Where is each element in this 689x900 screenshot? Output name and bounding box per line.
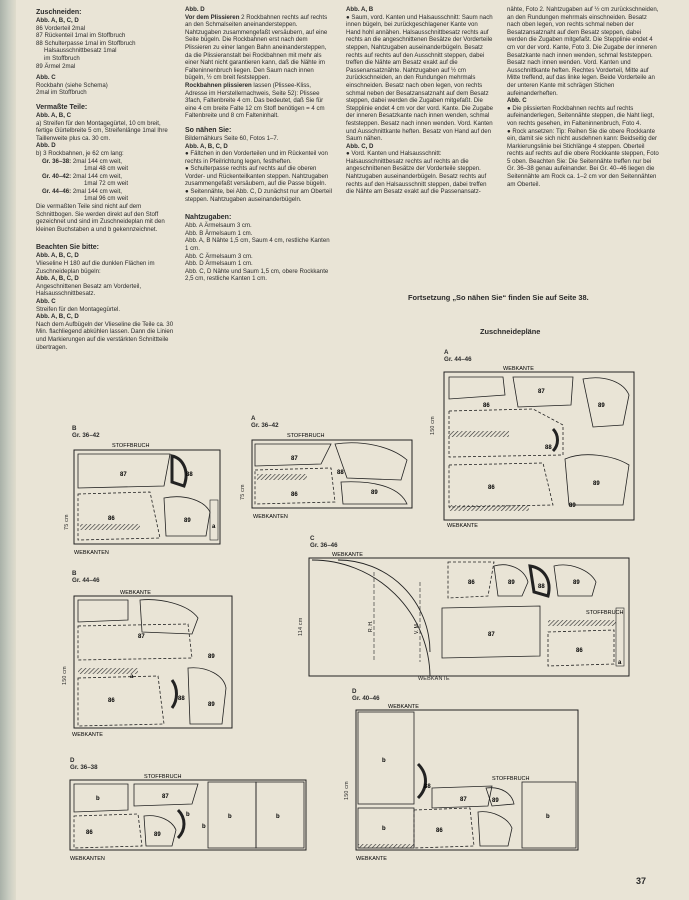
part-line: 2mal im Stoffbruch: [36, 89, 87, 97]
dimension-label: 75 cm: [240, 484, 246, 500]
dimension-label: 150 cm: [430, 416, 436, 435]
part-line: Rockbahn (siehe Schema): [36, 81, 108, 89]
paragraph: Streifen für den Montagegürtel.: [36, 305, 121, 313]
paragraph: Vlieseline H 180 auf die dunklen Flächen im Zuschneideplan bügeln:: [36, 260, 155, 275]
piece-number: b: [546, 814, 550, 820]
piece-number: 87: [291, 456, 298, 462]
label-abb: Abb. A, B, C, D: [185, 142, 228, 150]
label-abb: Abb. A, B, C, D: [36, 275, 79, 283]
part-line: 89 Ärmel 2mal: [36, 62, 76, 70]
label-abb: Abb. D: [36, 142, 56, 150]
bullet: ● Die plissierten Rockbahnen rechts auf rechts aufeinanderlegen, Seitennähte steppen, die Naht liegt, von rechts gesehen, im Falteninnenbruch, Foto 4.: [507, 104, 655, 127]
diagram-d-large-label: D Gr. 40–46: [352, 688, 380, 702]
piece-number: 86: [108, 698, 115, 704]
piece-number: b: [276, 814, 280, 820]
piece-number: 89: [573, 580, 580, 586]
piece-number: 89: [371, 490, 378, 496]
piece-number: 87: [538, 389, 545, 395]
bullet: ● Saum, vord. Kanten und Halsausschnitt: Saum nach innen bügeln, bei zurückgeschlagener Kante von Hand hohl annähen. Halsausschnittbesatz rechts auf rechts an die angeschnittenen Besätze der Vorderteile steppen, Nahtzugaben auseinanderbügeln. Besatz rechts auf rechts auf den Ausschnitt steppen, dabei treffen die Nähte am Besatz exakt auf die Passenansatznähte. Nahtzugaben auf ½ cm zurückschneiden, an den Rundungen mehrmals einschneiden. Besatz nach oben legen, von rechts schmal neben der Besatzansatznaht auf dem Besatz steppen, dabei werden die Zugaben mitgefaßt. Die Stepplinie endet 4 cm vor der vord. Kante. Die Zugabe der inneren Besatzkante nach innen wenden, schmal feststeppen. Besatz nach innen wenden. Vord. Kanten und Ausschnittkante heften. Besatz von Hand auf den Saum nähen.: [346, 13, 494, 143]
column-pleating: [185, 6, 333, 283]
heading-nahtzugaben: Nahtzugaben:: [185, 214, 232, 222]
piece-number: 88: [186, 472, 193, 478]
piece-number: b: [228, 814, 232, 820]
label-abb: Abb. A, B, C, D: [36, 252, 79, 260]
piece-number: b: [382, 758, 386, 764]
grain-label: V. M.: [414, 622, 420, 634]
cutting-plan-c: [308, 552, 630, 682]
piece-number: 87: [120, 472, 127, 478]
plans-heading: Zuschneidepläne: [480, 327, 541, 336]
paragraph: Angeschnittenen Besatz am Vorderteil, Halsausschnittbesatz.: [36, 282, 142, 298]
piece-number: 89: [154, 832, 161, 838]
piece-number: 88: [337, 470, 344, 476]
fold-label: STOFFBRUCH: [112, 443, 150, 449]
diagram-a-small-label: A Gr. 36–42: [251, 415, 279, 429]
label-abb: Abb. C, D: [346, 142, 374, 150]
column-finishing: [346, 6, 494, 196]
piece-number: b: [186, 812, 190, 818]
piece-number: 89: [593, 481, 600, 487]
piece-number: b: [96, 796, 100, 802]
diagram-c-label: C Gr. 36–46: [310, 535, 338, 549]
heading-vermasste: Vermaßte Teile:: [36, 103, 88, 111]
paragraph: a) Streifen für den Montagegürtel, 10 cm breit, fertige Gürtelbreite 5 cm, Streifenlänge 1mal Ihre Taillenweite plus ca. 30 cm.: [36, 119, 168, 142]
paragraph: Abb. D Ärmelsaum 1 cm.: [185, 260, 253, 268]
piece-number: 87: [162, 794, 169, 800]
selvage-label: WEBKANTEN: [253, 514, 288, 520]
bullet: ● Schulterpasse rechts auf rechts auf die oberen Vorder- und Rückenteilkanten steppen. Nahtzugaben zusammengefaßt versäubern, auf die Passe bügeln.: [185, 165, 329, 188]
paragraph: Bildernähkurs Seite 60, Fotos 1–7.: [185, 134, 279, 142]
fold-label: STOFFBRUCH: [492, 776, 530, 782]
cutting-plan-b-small: [60, 440, 222, 560]
size-line: Gr. 40–42: 2mal 144 cm weit,: [42, 172, 122, 180]
fold-label: STOFFBRUCH: [144, 774, 182, 780]
label-abb: Abb. A, B, C: [36, 111, 71, 119]
label-abb: Abb. C: [507, 97, 527, 105]
piece-number: 86: [436, 828, 443, 834]
paragraph: Abb. B Ärmelsaum 1 cm.: [185, 229, 253, 237]
piece-number: 89: [184, 518, 191, 524]
size-line: 1mal 48 cm weit: [84, 165, 129, 173]
piece-number: b: [202, 824, 206, 830]
piece-number: 88: [178, 696, 185, 702]
piece-number: a: [618, 660, 622, 666]
piece-number: 86: [86, 830, 93, 836]
piece-number: 89: [569, 503, 576, 509]
plan-b-small-svg: [60, 440, 222, 560]
part-line: Halsausschnittbesatz 1mal: [44, 47, 117, 55]
piece-number: 87: [138, 634, 145, 640]
paragraph: Die vermaßten Teile sind nicht auf dem Schnittbogen. Sie werden direkt auf den Stoff gezeichnet und sind im Zuschneideplan mit den kleinen Buchstaben a und b gekennzeichnet.: [36, 203, 165, 233]
piece-number: 89: [598, 403, 605, 409]
paragraph: Abb. C, D Nähte und Saum 1,5 cm, obere Rockkante 2,5 cm, restliche Kanten 1 cm.: [185, 267, 329, 283]
plan-b-large-svg: [68, 588, 234, 738]
selvage-label: WEBKANTEN: [70, 856, 105, 862]
piece-number: 87: [460, 797, 467, 803]
plan-d-large-svg: [352, 702, 580, 862]
label-abb: Abb. A, B, C, D: [36, 313, 79, 321]
plan-a-large-svg: [443, 365, 635, 529]
cutting-plan-a-small: [251, 430, 413, 520]
column-skirt: [507, 6, 659, 188]
diagram-b-large-label: B Gr. 44–46: [72, 570, 100, 584]
label-abb: Abb. C: [36, 298, 56, 305]
piece-number: 88: [424, 784, 431, 790]
selvage-label: WEBKANTE: [120, 590, 151, 596]
piece-number: 87: [488, 632, 495, 638]
piece-number: b: [382, 826, 386, 832]
piece-number: 86: [291, 492, 298, 498]
piece-number: 86: [108, 516, 115, 522]
paragraph: Nach dem Aufbügeln der Vlieseline die Teile ca. 30 Min. flachliegend abkühlen lassen. Dann die Linien und Markierungen auf die verstärkten Schnittteile übertragen.: [36, 320, 174, 351]
piece-number: 88: [545, 445, 552, 451]
bullet: ● Vord. Kanten und Halsausschnitt: Halsausschnittbesatz rechts auf rechts an die angeschnittenen Besätze der Vorderteile steppen. Nahtzugaben auseinanderbügeln. Besatz rechts auf rechts auf den Halsausschnitt steppen, dabei treffen die Nähte am Besatz exakt auf die Passenansatz-: [346, 150, 487, 196]
paragraph: Rockbahnen plissieren lassen (Plissee-Kliss, Adresse im Herstellernachweis, Seite 52): Plissee 3fach, Faltenbreite 4 cm. Das bedeutet, daß Sie für eine 4 cm breite Falte 12 cm Stoff benötigen = 4 cm Faltenbreite und 8 cm Falteninhalt.: [185, 81, 325, 120]
selvage-label: WEBKANTE: [503, 366, 534, 372]
part-line: 88 Schulterpasse 1mal im Stoffbruch: [36, 39, 136, 47]
heading-so-naehen: So nähen Sie:: [185, 126, 232, 134]
part-line: 87 Rückenteil 1mal im Stoffbruch: [36, 32, 126, 40]
page-binding: [0, 0, 16, 900]
label-abb: Abb. D: [185, 6, 205, 13]
paragraph: b) 3 Rockbahnen, je 62 cm lang:: [36, 149, 124, 157]
diagram-a-label: A Gr. 44–46: [444, 349, 472, 363]
cutting-plan-b-large: [68, 588, 234, 738]
paragraph: Vor dem Plissieren 2 Rockbahnen rechts auf rechts an den Schmalseiten aneinandersteppen. Nahtzugaben zusammengefaßt versäubern, auf eine Seite bügeln. Die Rockbahnen erst nach dem Plissieren zu einer langen Bahn aneinandersteppen, da die Plissieranstalt bei Rockbahnen mit mehr als einer Naht nicht garantieren kann, daß die Nähte im Falteninnenbruch liegen. Den Saum nach innen bügeln, ½ cm breit feststeppen.: [185, 13, 328, 82]
column-cutting: [36, 6, 174, 351]
selvage-label: WEBKANTE: [72, 732, 103, 738]
paragraph: nähte, Foto 2. Nahtzugaben auf ½ cm zurückschneiden, an den Rundungen mehrmals einschneiden. Besatz nach oben legen, von rechts schmal neben der Besatzansatznaht auf dem Besatz steppen, dabei werden die Zugaben mitgefaßt. Die Stepplinie endet 4 cm vor der vord. Kante, Foto 3. Die Zugabe der inneren Besatzkante nach innen wenden, schmal feststeppen. Besatz nach innen wenden. Vord. Kanten und Ausschnittkante heften. Rechtes Vorderteil, Mitte auf Mitte treffend, auf das linke legen. Beide Vorderteile an der unteren Kante mit schrägen Stichen aufeinanderheften.: [507, 6, 659, 97]
dimension-label: 150 cm: [62, 666, 68, 685]
diagram-d-small-label: D Gr. 36–38: [70, 757, 98, 771]
label-abb: Abb. A, B: [346, 6, 374, 13]
size-line: Gr. 36–38: 2mal 144 cm weit,: [42, 157, 122, 165]
plan-d-small-svg: [68, 772, 308, 862]
piece-number: 86: [576, 648, 583, 654]
bullet: ● Rock ansetzen: Tip: Reihen Sie die obere Rockkante ein, damit sie sich nicht ausdehnen kann: Beidseitig der Markierungslinie bei Stichlänge 4 steppen. Oberteil rechts auf rechts auf die obere Rockkante steppen, Foto 5 oben. Beachten Sie: Die Seitennähte treffen nur bei Gr. 36–38 genau aufeinander. Bei Gr. 40–46 liegen die Seitennähte am Rock ca. 1–2 cm vor den Seitennähten am Oberteil.: [507, 127, 659, 188]
piece-number: a: [130, 674, 134, 680]
cutting-plan-a-large: [443, 365, 635, 529]
grain-label: R. H.: [368, 620, 374, 632]
selvage-label: WEBKANTE: [418, 676, 450, 682]
diagram-b-small-label: B Gr. 36–42: [72, 425, 100, 439]
dimension-label: 75 cm: [64, 514, 70, 530]
selvage-label: WEBKANTE: [356, 856, 387, 862]
label-abb: Abb. A, B, C, D: [36, 17, 79, 24]
piece-number: 89: [492, 798, 499, 804]
size-line: 1mal 72 cm weit: [84, 180, 129, 188]
piece-number: 89: [508, 580, 515, 586]
cutting-plan-d-small: [68, 772, 308, 862]
fold-label: STOFFBRUCH: [287, 433, 325, 439]
dimension-label: 114 cm: [298, 617, 304, 636]
size-line: Gr. 44–46: 2mal 144 cm weit,: [42, 187, 122, 195]
piece-number: 89: [208, 654, 215, 660]
dimension-label: 150 cm: [344, 781, 350, 800]
selvage-label: WEBKANTEN: [74, 550, 109, 556]
cutting-plan-d-large: [352, 702, 580, 862]
heading-zuschneiden: Zuschneiden:: [36, 9, 82, 16]
label-abb: Abb. C: [36, 74, 56, 82]
continuation-note: Fortsetzung „So nähen Sie“ finden Sie auf Seite 38.: [408, 293, 589, 302]
heading-beachten: Beachten Sie bitte:: [36, 244, 100, 252]
size-line: 1mal 96 cm weit: [84, 195, 129, 203]
plan-c-svg: [308, 552, 630, 682]
paragraph: Abb. C Ärmelsaum 3 cm.: [185, 252, 253, 260]
part-line: 86 Vorderteil 2mal: [36, 24, 86, 32]
piece-number: 86: [468, 580, 475, 586]
plan-a-small-svg: [251, 430, 413, 520]
part-line: im Stoffbruch: [44, 54, 80, 62]
piece-number: 86: [488, 485, 495, 491]
paragraph: Abb. A, B Nähte 1,5 cm, Saum 4 cm, restliche Kanten 1 cm.: [185, 237, 330, 253]
selvage-label: WEBKANTE: [332, 552, 363, 558]
bullet: ● Fältchen in den Vorderteilen und im Rückenteil von rechts in Pfeilrichtung legen, festheften.: [185, 150, 328, 165]
piece-number: 86: [483, 403, 490, 409]
piece-number: 88: [538, 584, 545, 590]
selvage-label: WEBKANTE: [447, 523, 478, 529]
piece-number: 89: [208, 702, 215, 708]
page-number: 37: [636, 876, 647, 886]
paragraph: Abb. A Ärmelsaum 3 cm.: [185, 222, 252, 230]
fold-label: STOFFBRUCH: [586, 610, 624, 616]
piece-number: a: [212, 524, 216, 530]
selvage-label: WEBKANTE: [388, 704, 419, 710]
bullet: ● Seitennähte, bei Abb. C, D zunächst nur am Oberteil steppen. Nahtzugaben auseinanderbügeln.: [185, 188, 332, 203]
